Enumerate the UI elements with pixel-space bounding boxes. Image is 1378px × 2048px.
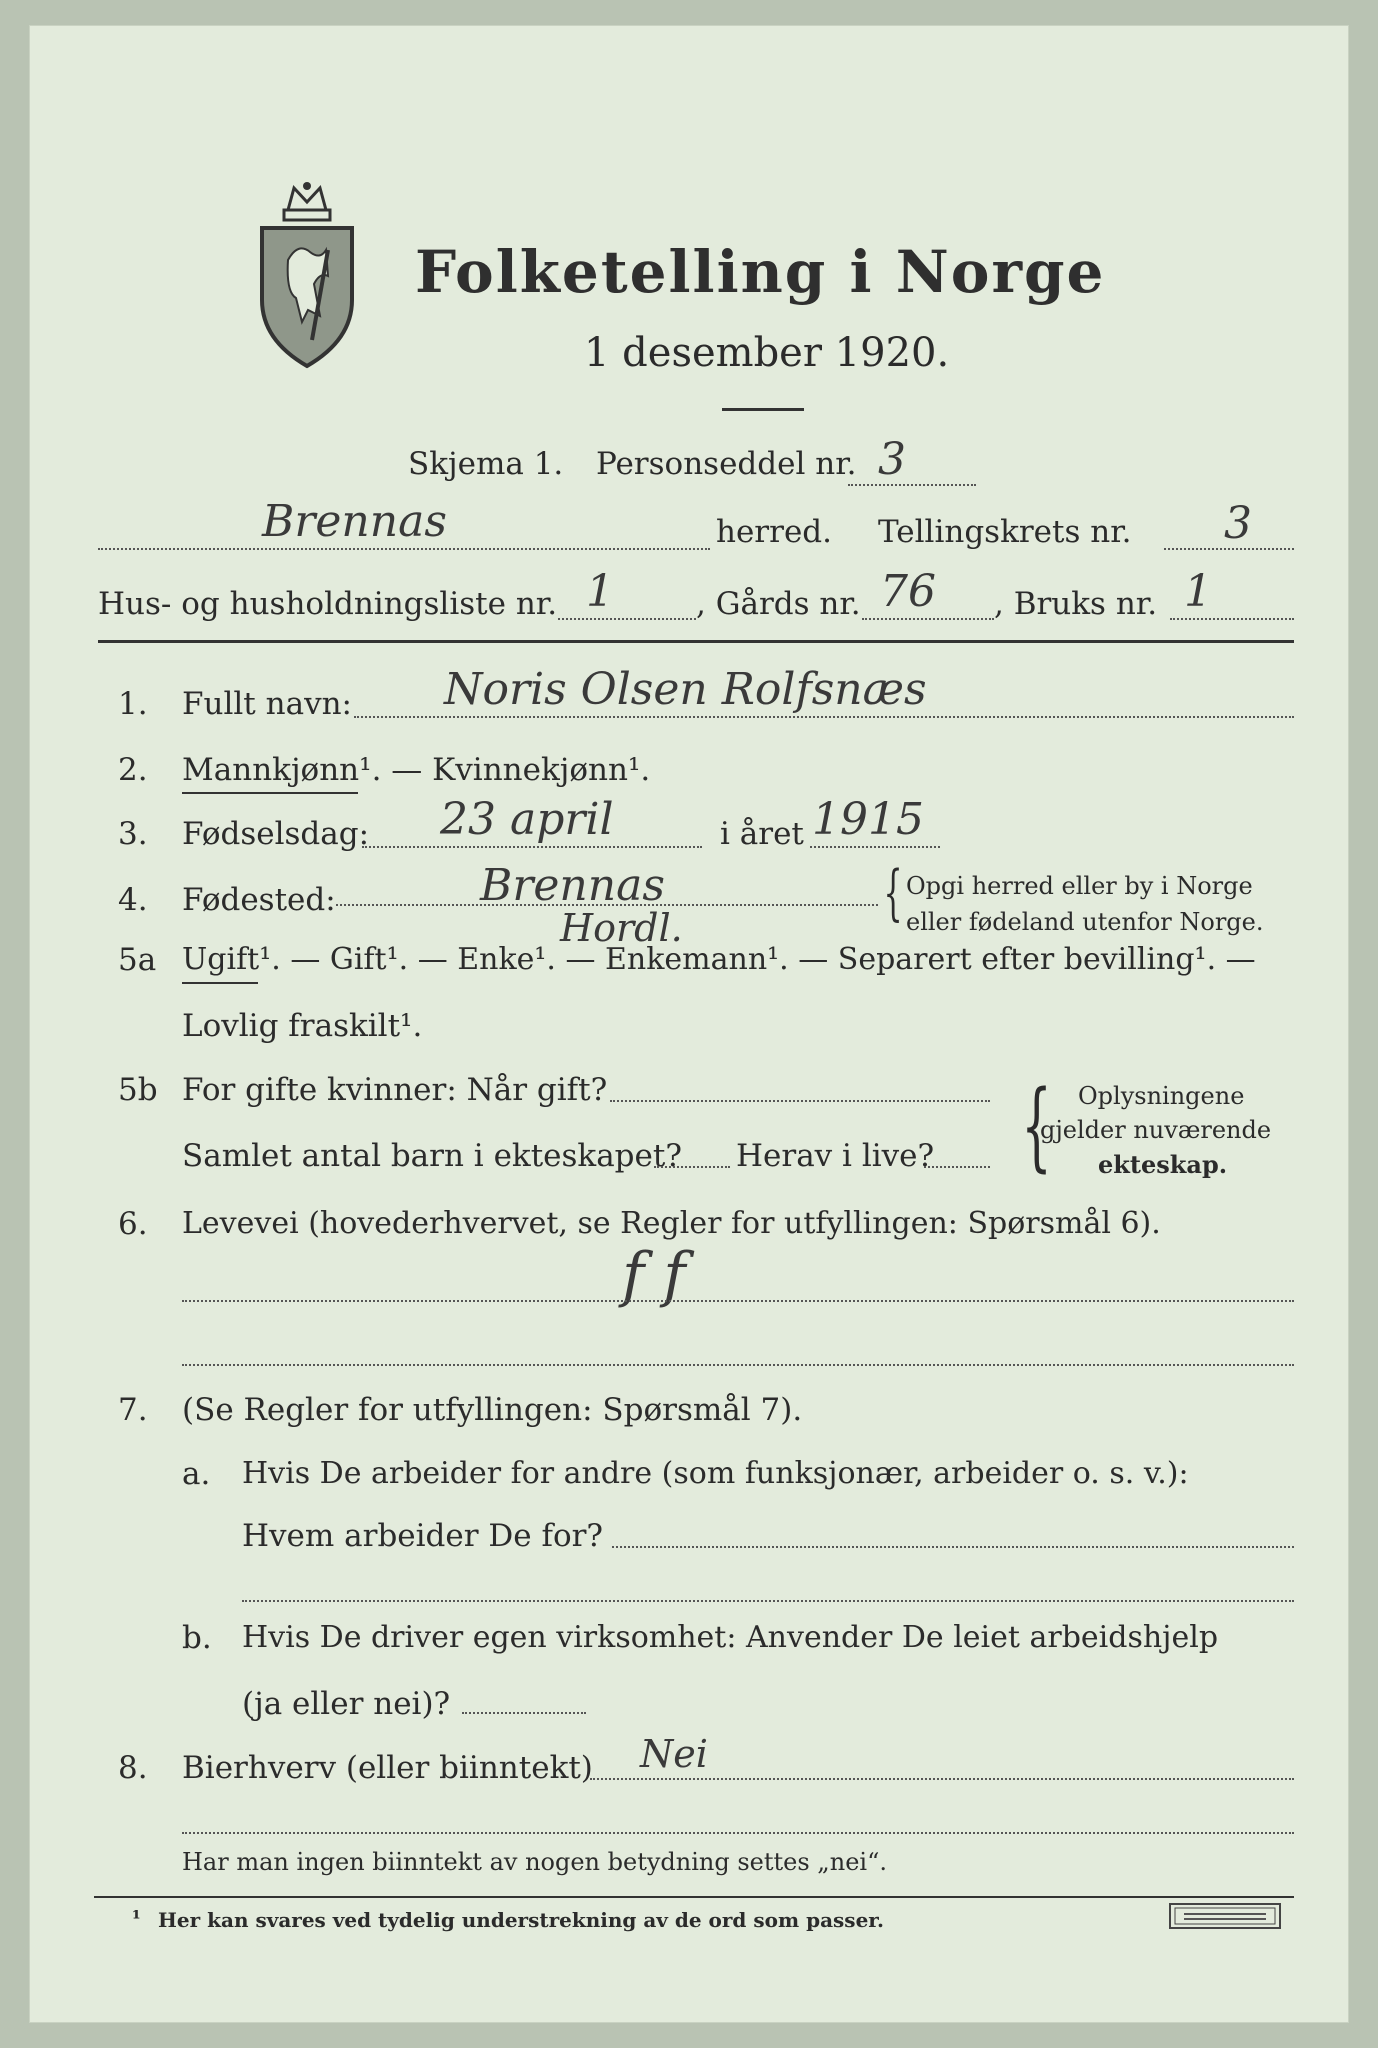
coat-of-arms-icon [248,180,366,370]
q5b-note-line2: gjelder nuværende [1040,1116,1272,1144]
q7a-number: a. [182,1456,211,1492]
q4-note-line2: eller fødeland utenfor Norge. [906,908,1264,936]
q5b-alive-label: Herav i live? [736,1138,935,1174]
q2-number: 2. [118,752,148,788]
q1-value: Noris Olsen Rolfsnæs [444,664,927,715]
q3-year-value: 1915 [812,794,924,845]
q5a-label: Ugift¹. — Gift¹. — Enke¹. — Enkemann¹. — Separert efter bevilling¹. — [182,942,1256,977]
q3-line [362,846,702,848]
q5b-children-label: Samlet antal barn i ekteskapet? [182,1138,682,1174]
q8-line-1 [590,1778,1294,1780]
q6-value: f f [622,1240,686,1310]
q4-note-line1: Opgi herred eller by i Norge [906,872,1253,900]
q5b-note-line3: ekteskap. [1098,1150,1228,1179]
schema-label: Skjema 1. [408,446,564,482]
footnote-divider [94,1896,1294,1898]
q5b-children-line [654,1166,730,1168]
q5b-alive-line [924,1166,990,1168]
form-title: Folketelling i Norge [415,238,1106,306]
q7b-line [462,1712,586,1714]
gards-label: , Gårds nr. [696,586,861,622]
header-divider [98,640,1294,643]
q7-number: 7. [118,1392,148,1428]
q3-number: 3. [118,816,148,852]
q4-note-brace: { [883,858,903,928]
gards-line [862,618,994,620]
tellingskrets-value: 3 [1224,498,1252,549]
q7-label: (Se Regler for utfyllingen: Spørsmål 7). [182,1392,803,1428]
q5a-underline-ugift [182,982,258,984]
census-date: 1 desember 1920. [584,330,950,376]
q8-value: Nei [640,1732,708,1776]
q8-label: Bierhverv (eller biinntekt) [182,1750,593,1786]
q1-line [354,716,1294,718]
q4-number: 4. [118,882,148,918]
q5b-note-brace: { [1021,1070,1052,1182]
personseddel-value: 3 [878,434,906,485]
q6-line-2 [182,1364,1294,1366]
tellingskrets-label: Tellingskrets nr. [878,514,1132,550]
q6-number: 6. [118,1206,148,1242]
q2-underline-mannkjonn [182,792,358,794]
footnote-marker: ¹ [132,1906,141,1930]
printer-stamp-icon [1168,1902,1282,1930]
footnote-text: Her kan svares ved tydelig understrekning av de ord som passer. [158,1908,884,1932]
q8-number: 8. [118,1750,148,1786]
q8-note: Har man ingen biinntekt av nogen betydning settes „nei“. [182,1848,887,1876]
q5a-number: 5a [118,942,157,978]
q7b-label-continued: (ja eller nei)? [242,1686,451,1722]
husliste-value: 1 [586,566,614,617]
q7b-label: Hvis De driver egen virksomhet: Anvender De leiet arbeidshjelp [242,1620,1219,1655]
q5a-label-continued: Lovlig fraskilt¹. [182,1008,423,1044]
q1-number: 1. [118,686,148,722]
herred-label: herred. [716,514,832,550]
q7b-number: b. [182,1620,212,1656]
personseddel-line [848,484,976,486]
q2-label: Mannkjønn¹. — Kvinnekjønn¹. [182,752,651,788]
q5b-married-line [610,1100,990,1102]
q5b-number: 5b [118,1072,158,1108]
bruks-value: 1 [1184,566,1212,617]
q7a-line-1 [612,1546,1294,1548]
q1-label: Fullt navn: [182,686,352,722]
q3-year-label: i året [720,816,804,852]
personseddel-label: Personseddel nr. [596,446,857,482]
q7a-label-continued: Hvem arbeider De for? [242,1518,604,1554]
q3-value: 23 april [440,794,614,845]
q4-value: Brennas [480,860,665,911]
bruks-label: , Bruks nr. [994,586,1158,622]
q3-label: Fødselsdag: [182,816,370,852]
q4-label: Fødested: [182,882,336,918]
q3-year-line [810,846,940,848]
husliste-label: Hus- og husholdningsliste nr. [98,586,558,622]
q6-label: Levevei (hovederhvervet, se Regler for utfyllingen: Spørsmål 6). [182,1206,1161,1241]
bruks-line [1170,618,1294,620]
herred-value: Brennas [262,496,447,547]
title-divider [722,408,804,411]
gards-value: 76 [880,566,936,617]
q5b-note-line1: Oplysningene [1078,1082,1245,1110]
q6-line-1 [182,1300,1294,1302]
herred-line [98,548,710,550]
q5b-label: For gifte kvinner: Når gift? [182,1072,608,1108]
q8-line-2 [182,1832,1294,1834]
q4-value-secondary: Hordl. [560,906,683,950]
q7a-line-2 [242,1600,1294,1602]
q7a-label: Hvis De arbeider for andre (som funksjonær, arbeider o. s. v.): [242,1456,1189,1491]
husliste-line [558,618,696,620]
